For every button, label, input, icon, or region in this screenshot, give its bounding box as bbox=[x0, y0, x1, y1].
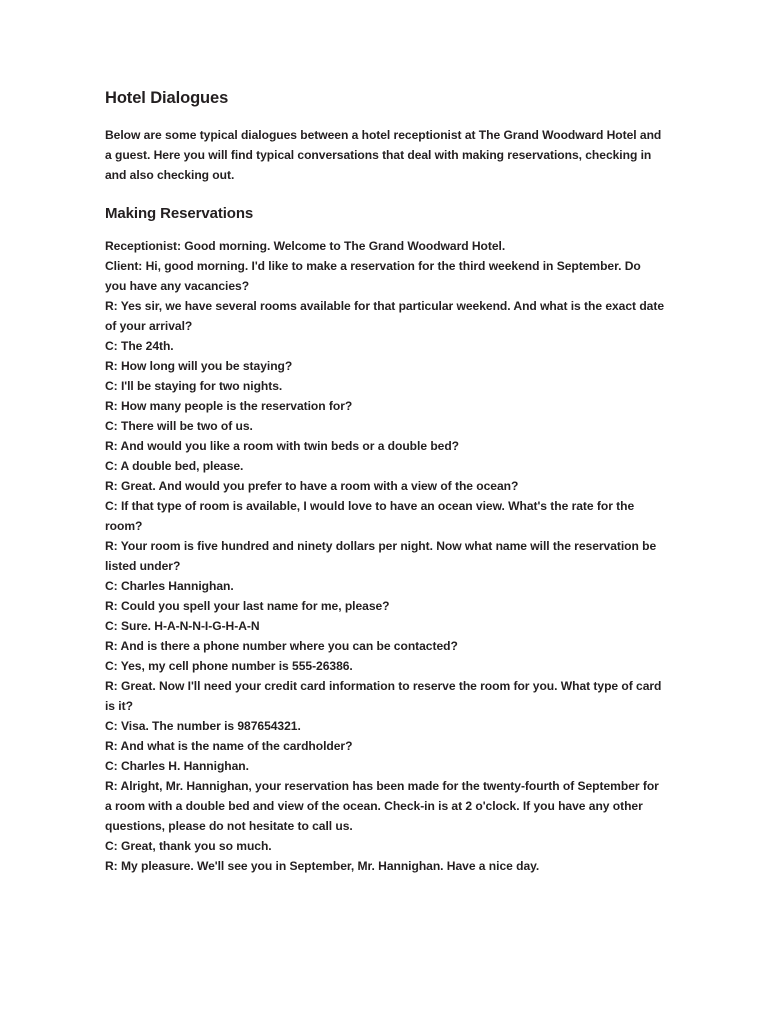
dialogue-speaker-label: C: bbox=[105, 379, 118, 394]
dialogue-speaker-label: C: bbox=[105, 339, 118, 354]
dialogue-speaker-label: C: bbox=[105, 839, 118, 854]
dialogue-line bbox=[105, 736, 665, 756]
dialogue-line bbox=[105, 376, 665, 396]
dialogue-utterance-text: Visa. The number is 987654321. bbox=[117, 719, 301, 734]
dialogue-line bbox=[105, 836, 665, 856]
dialogue-utterance-text: I'll be staying for two nights. bbox=[117, 379, 283, 394]
dialogue-utterance-text: Yes sir, we have several rooms available for that particular weekend. And what is the exact date of your arrival? bbox=[105, 299, 664, 334]
dialogue-line bbox=[105, 676, 665, 716]
page-title: Hotel Dialogues bbox=[105, 89, 229, 107]
dialogue-utterance-text: Alright, Mr. Hannighan, your reservation has been made for the twenty-fourth of September for a room with a double bed and view of the ocean. Check-in is at 2 o'clock. If you have any other questions, please do not hesitate to call us. bbox=[105, 779, 659, 834]
dialogue-line bbox=[105, 456, 665, 476]
dialogue-speaker-label: C: bbox=[105, 619, 118, 634]
dialogue-line bbox=[105, 256, 665, 296]
dialogue-utterance-text: Sure. H-A-N-N-I-G-H-A-N bbox=[117, 619, 260, 634]
dialogue-line bbox=[105, 536, 665, 576]
dialogue-speaker-label: R: bbox=[105, 479, 118, 494]
dialogue-speaker-label: Client: bbox=[105, 259, 143, 274]
dialogue-speaker-label: R: bbox=[105, 399, 118, 414]
dialogue-utterance-text: Good morning. Welcome to The Grand Woodward Hotel. bbox=[180, 239, 506, 254]
dialogue-utterance-text: Charles Hannighan. bbox=[117, 579, 234, 594]
dialogue-utterance-text: There will be two of us. bbox=[117, 419, 253, 434]
dialogue-speaker-label: C: bbox=[105, 459, 118, 474]
dialogue-utterance-text: A double bed, please. bbox=[117, 459, 244, 474]
intro-paragraph: Below are some typical dialogues between a hotel receptionist at The Grand Woodward Hotel and a guest. Here you will find typical conversations that deal with making reservations, checking in and also checking out. bbox=[105, 127, 662, 182]
dialogue-utterance-text: And what is the name of the cardholder? bbox=[117, 739, 353, 754]
dialogue-speaker-label: C: bbox=[105, 719, 118, 734]
dialogue-line bbox=[105, 356, 665, 376]
dialogue-line bbox=[105, 296, 665, 336]
dialogue-line bbox=[105, 636, 665, 656]
dialogue-utterance-text: And would you like a room with twin beds or a double bed? bbox=[117, 439, 460, 454]
dialogue-speaker-label: R: bbox=[105, 539, 118, 554]
dialogue-speaker-label: C: bbox=[105, 419, 118, 434]
dialogue-line bbox=[105, 596, 665, 616]
dialogue-line bbox=[105, 616, 665, 636]
dialogue-utterance-text: If that type of room is available, I would love to have an ocean view. What's the rate for the room? bbox=[105, 499, 635, 534]
dialogue-utterance-text: How many people is the reservation for? bbox=[117, 399, 353, 414]
dialogue-speaker-label: R: bbox=[105, 299, 118, 314]
dialogue-line bbox=[105, 336, 665, 356]
dialogue-line bbox=[105, 776, 665, 836]
dialogue-line bbox=[105, 716, 665, 736]
dialogue-line bbox=[105, 396, 665, 416]
section-heading-making-reservations: Making Reservations bbox=[105, 204, 254, 222]
dialogue-speaker-label: R: bbox=[105, 739, 118, 754]
dialogue-line bbox=[105, 856, 665, 876]
dialogue-utterance-text: My pleasure. We'll see you in September, Mr. Hannighan. Have a nice day. bbox=[117, 859, 540, 874]
dialogue-line bbox=[105, 416, 665, 436]
dialogue-speaker-label: R: bbox=[105, 679, 118, 694]
dialogue-speaker-label: R: bbox=[105, 859, 118, 874]
dialogue-transcript bbox=[105, 236, 665, 876]
dialogue-utterance-text: Could you spell your last name for me, please? bbox=[117, 599, 390, 614]
dialogue-speaker-label: Receptionist: bbox=[105, 239, 181, 254]
dialogue-utterance-text: And is there a phone number where you can be contacted? bbox=[117, 639, 458, 654]
dialogue-speaker-label: R: bbox=[105, 359, 118, 374]
dialogue-utterance-text: Charles H. Hannighan. bbox=[117, 759, 249, 774]
dialogue-utterance-text: Great. And would you prefer to have a room with a view of the ocean? bbox=[117, 479, 519, 494]
dialogue-line bbox=[105, 476, 665, 496]
dialogue-utterance-text: Yes, my cell phone number is 555-26386. bbox=[117, 659, 353, 674]
dialogue-line bbox=[105, 576, 665, 596]
dialogue-utterance-text: Great, thank you so much. bbox=[117, 839, 272, 854]
dialogue-speaker-label: C: bbox=[105, 759, 118, 774]
dialogue-utterance-text: Great. Now I'll need your credit card information to reserve the room for you. What type of card is it? bbox=[105, 679, 662, 714]
dialogue-line bbox=[105, 496, 665, 536]
dialogue-line bbox=[105, 656, 665, 676]
dialogue-speaker-label: R: bbox=[105, 779, 118, 794]
dialogue-utterance-text: Hi, good morning. I'd like to make a reservation for the third weekend in September. Do you have any vacancies? bbox=[105, 259, 641, 294]
dialogue-utterance-text: How long will you be staying? bbox=[117, 359, 293, 374]
dialogue-utterance-text: Your room is five hundred and ninety dollars per night. Now what name will the reservation be listed under? bbox=[105, 539, 657, 574]
dialogue-speaker-label: C: bbox=[105, 659, 118, 674]
dialogue-speaker-label: R: bbox=[105, 439, 118, 454]
dialogue-line bbox=[105, 436, 665, 456]
dialogue-speaker-label: R: bbox=[105, 599, 118, 614]
dialogue-line bbox=[105, 236, 665, 256]
dialogue-line bbox=[105, 756, 665, 776]
dialogue-utterance-text: The 24th. bbox=[117, 339, 174, 354]
dialogue-speaker-label: C: bbox=[105, 579, 118, 594]
dialogue-speaker-label: R: bbox=[105, 639, 118, 654]
dialogue-speaker-label: C: bbox=[105, 499, 118, 514]
